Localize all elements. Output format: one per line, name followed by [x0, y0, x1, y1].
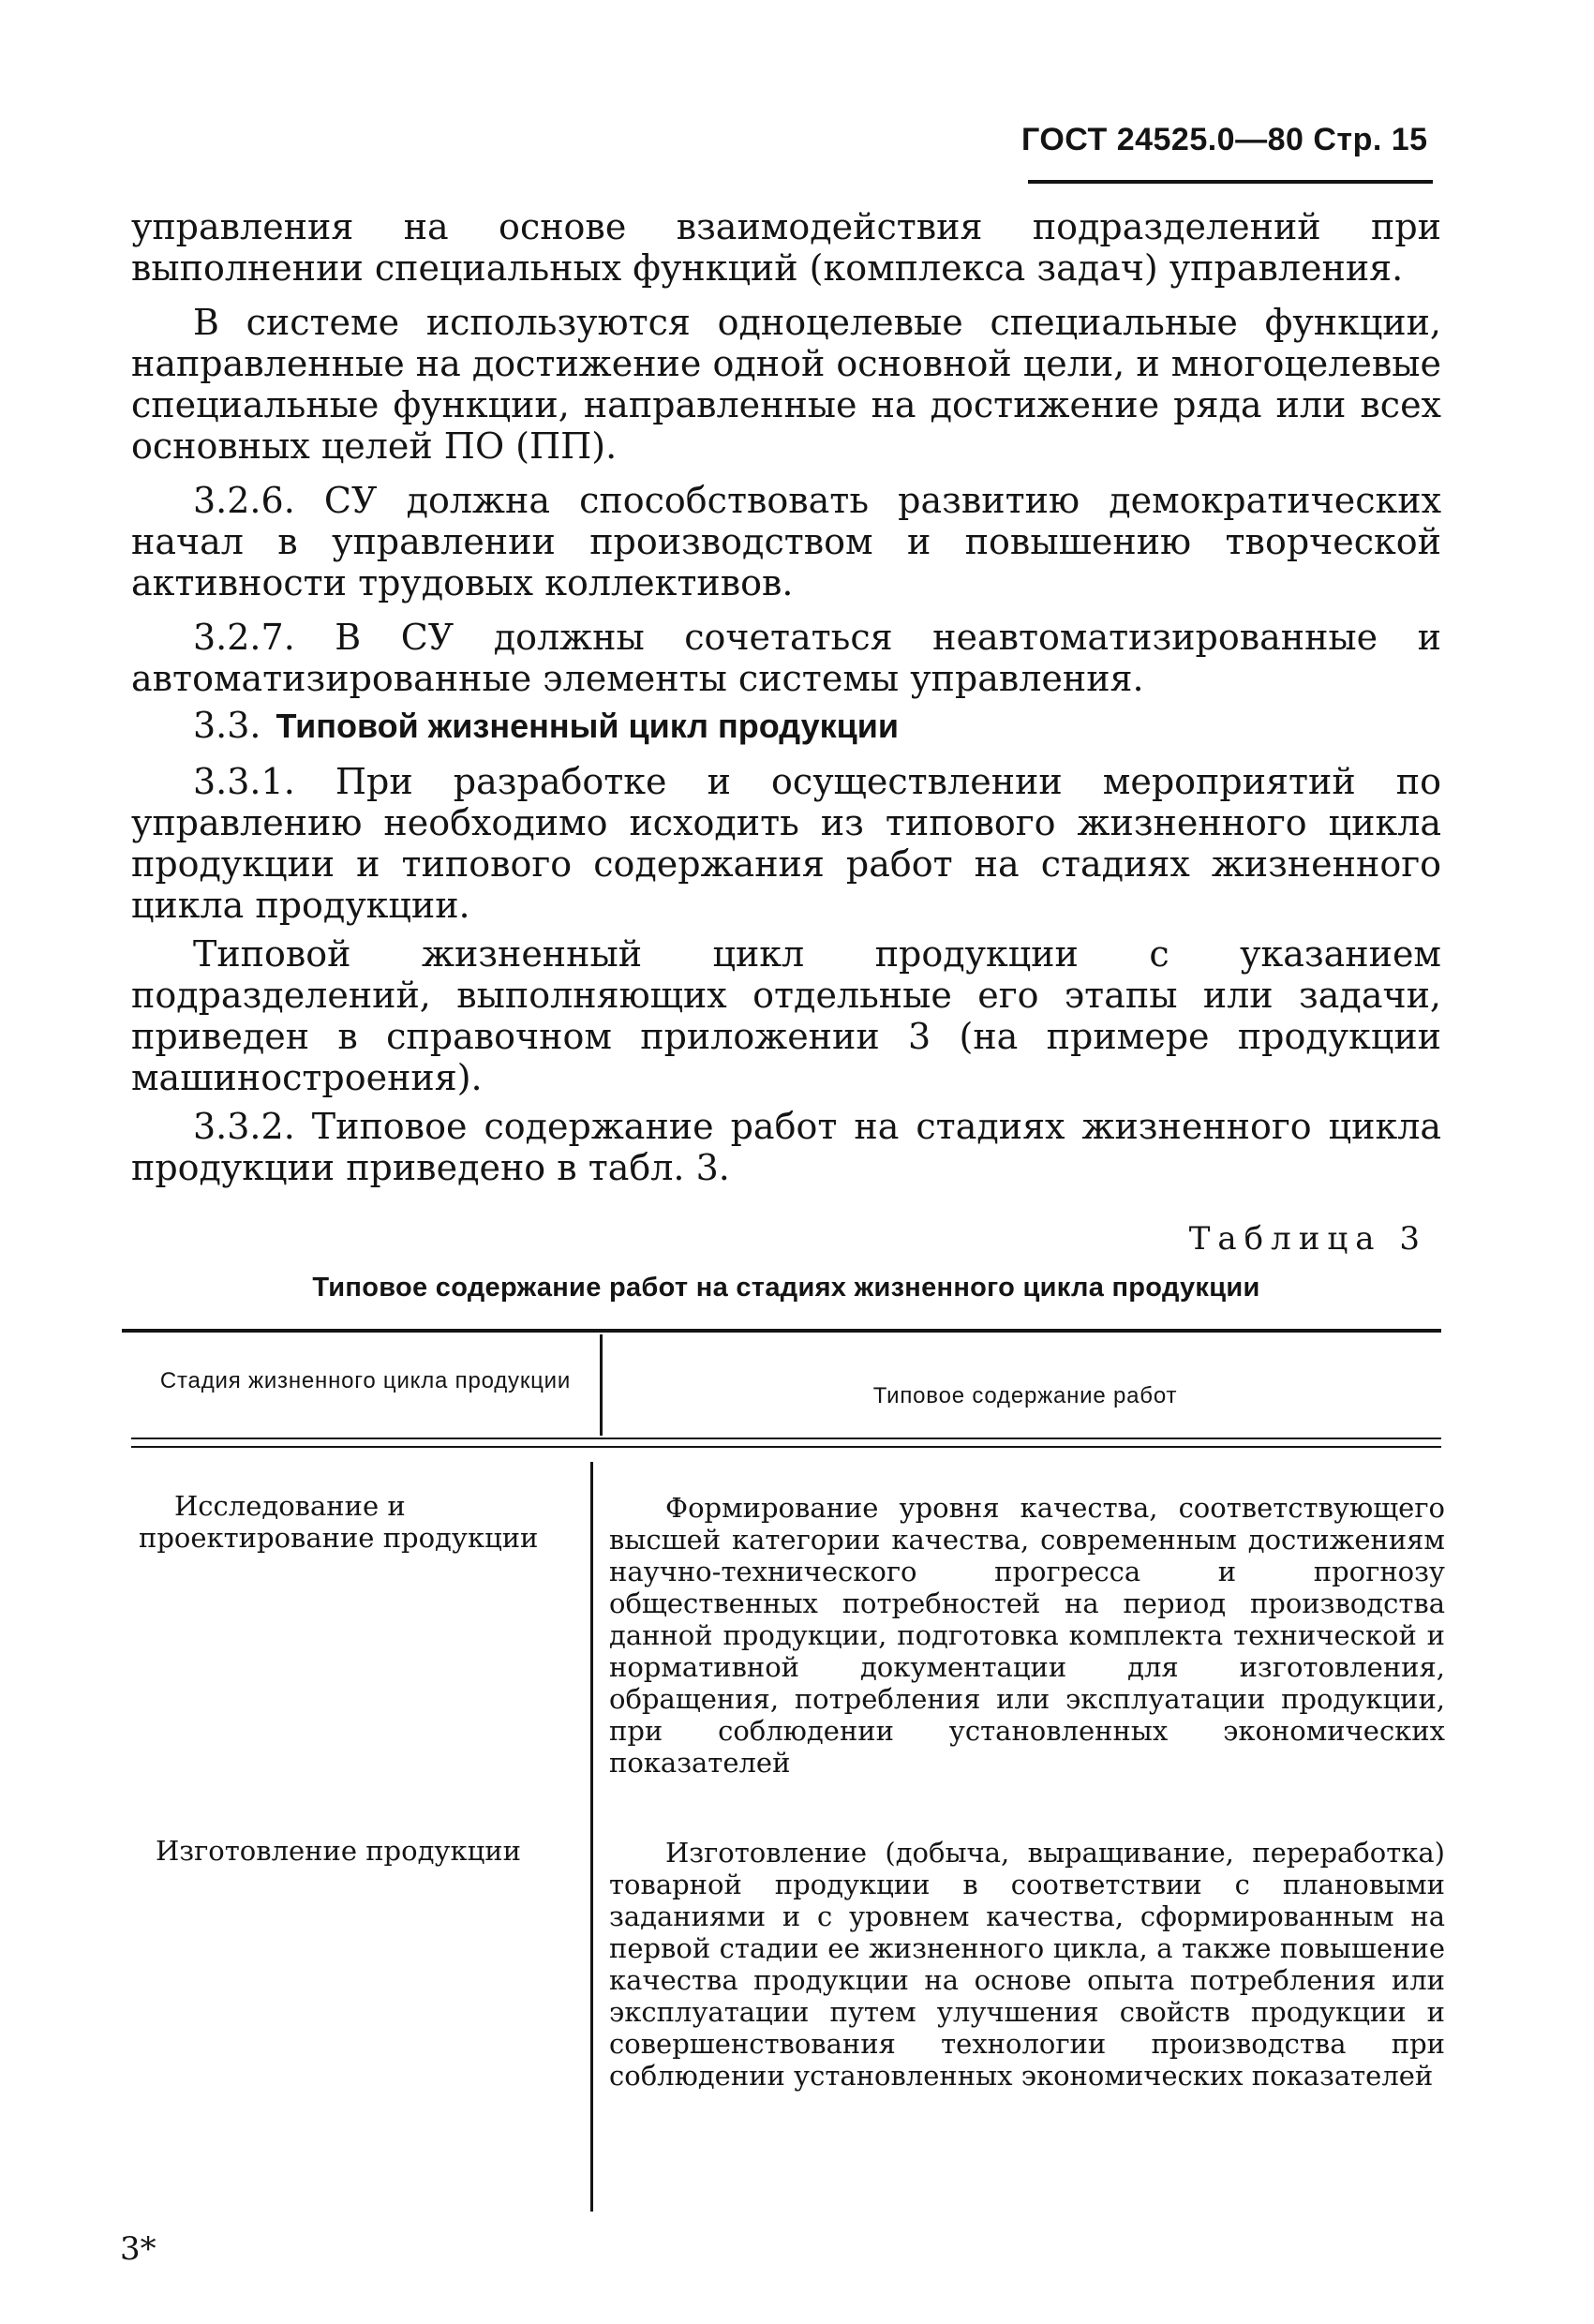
table-cell-content: Изготовление (добыча, выращивание, переработка) товарной продукции в соответствии с плановыми заданиями и с уровнем качества, сформированным на первой стадии ее жизненного цикла, а также повышение качества продукции на основе опыта потребления или эксплуатации путем улучшения свойств продукции и совершенствования технологии производства при соблюдении установленных экономических показателей — [609, 1837, 1445, 2092]
paragraph: 3.2.6. СУ должна способствовать развитию демократических начал в управлении производством и повышению творческой активности трудовых коллективов. — [131, 480, 1441, 603]
table-top-rule — [122, 1329, 1441, 1333]
paragraph: 3.2.7. В СУ должны сочетаться неавтоматизированные и автоматизированные элементы системы управления. — [131, 617, 1441, 699]
table-header-rule — [131, 1438, 1441, 1439]
header-rule — [1028, 180, 1433, 184]
paragraph: Типовой жизненный цикл продукции с указанием подразделений, выполняющих отдельные его этапы или задачи, приведен в справочном приложении 3 (на примере продукции машиностроения). — [131, 933, 1441, 1098]
section-number: 3.3. — [193, 705, 261, 746]
paragraph: управления на основе взаимодействия подразделений при выполнении специальных функций (комплекса задач) управления. — [131, 206, 1441, 289]
table-cell-stage: Исследование и проектирование продукции — [139, 1490, 539, 1554]
table-header-divider — [600, 1334, 603, 1436]
page-header: ГОСТ 24525.0—80 Стр. 15 — [1021, 122, 1428, 157]
table-title: Типовое содержание работ на стадиях жизненного цикла продукции — [312, 1273, 1260, 1303]
column-header-stage: Стадия жизненного цикла продукции — [159, 1368, 572, 1393]
table-cell-stage: Изготовление продукции — [156, 1835, 521, 1867]
body-text-section — [131, 761, 1441, 1188]
section-heading — [193, 705, 899, 747]
table-label: Таблица 3 — [1188, 1220, 1427, 1258]
column-header-content: Типовое содержание работ — [872, 1383, 1178, 1408]
table-header-rule — [131, 1446, 1441, 1448]
section-title: Типовой жизненный цикл продукции — [276, 707, 900, 745]
table-cell-content: Формирование уровня качества, соответствующего высшей категории качества, современным достижениям научно-технического прогресса и прогнозу общественных потребностей на период производства данной продукции, подготовка комплекта технической и нормативной документации для изготовления, обращения, потребления или эксплуатации продукции, при соблюдении установленных экономических показателей — [609, 1492, 1445, 1779]
paragraph: 3.3.1. При разработке и осуществлении мероприятий по управлению необходимо исходить из типового жизненного цикла продукции и типового содержания работ на стадиях жизненного цикла продукции. — [131, 761, 1441, 926]
paragraph: В системе используются одноцелевые специальные функции, направленные на достижение одной основной цели, и многоцелевые специальные функции, направленные на достижение ряда или всех основных целей ПО (ПП). — [131, 302, 1441, 467]
body-text-top — [131, 206, 1441, 699]
page-footer-mark: 3* — [120, 2230, 156, 2268]
table-body-divider — [590, 1462, 593, 2212]
paragraph: 3.3.2. Типовое содержание работ на стадиях жизненного цикла продукции приведено в табл. 3. — [131, 1106, 1441, 1188]
